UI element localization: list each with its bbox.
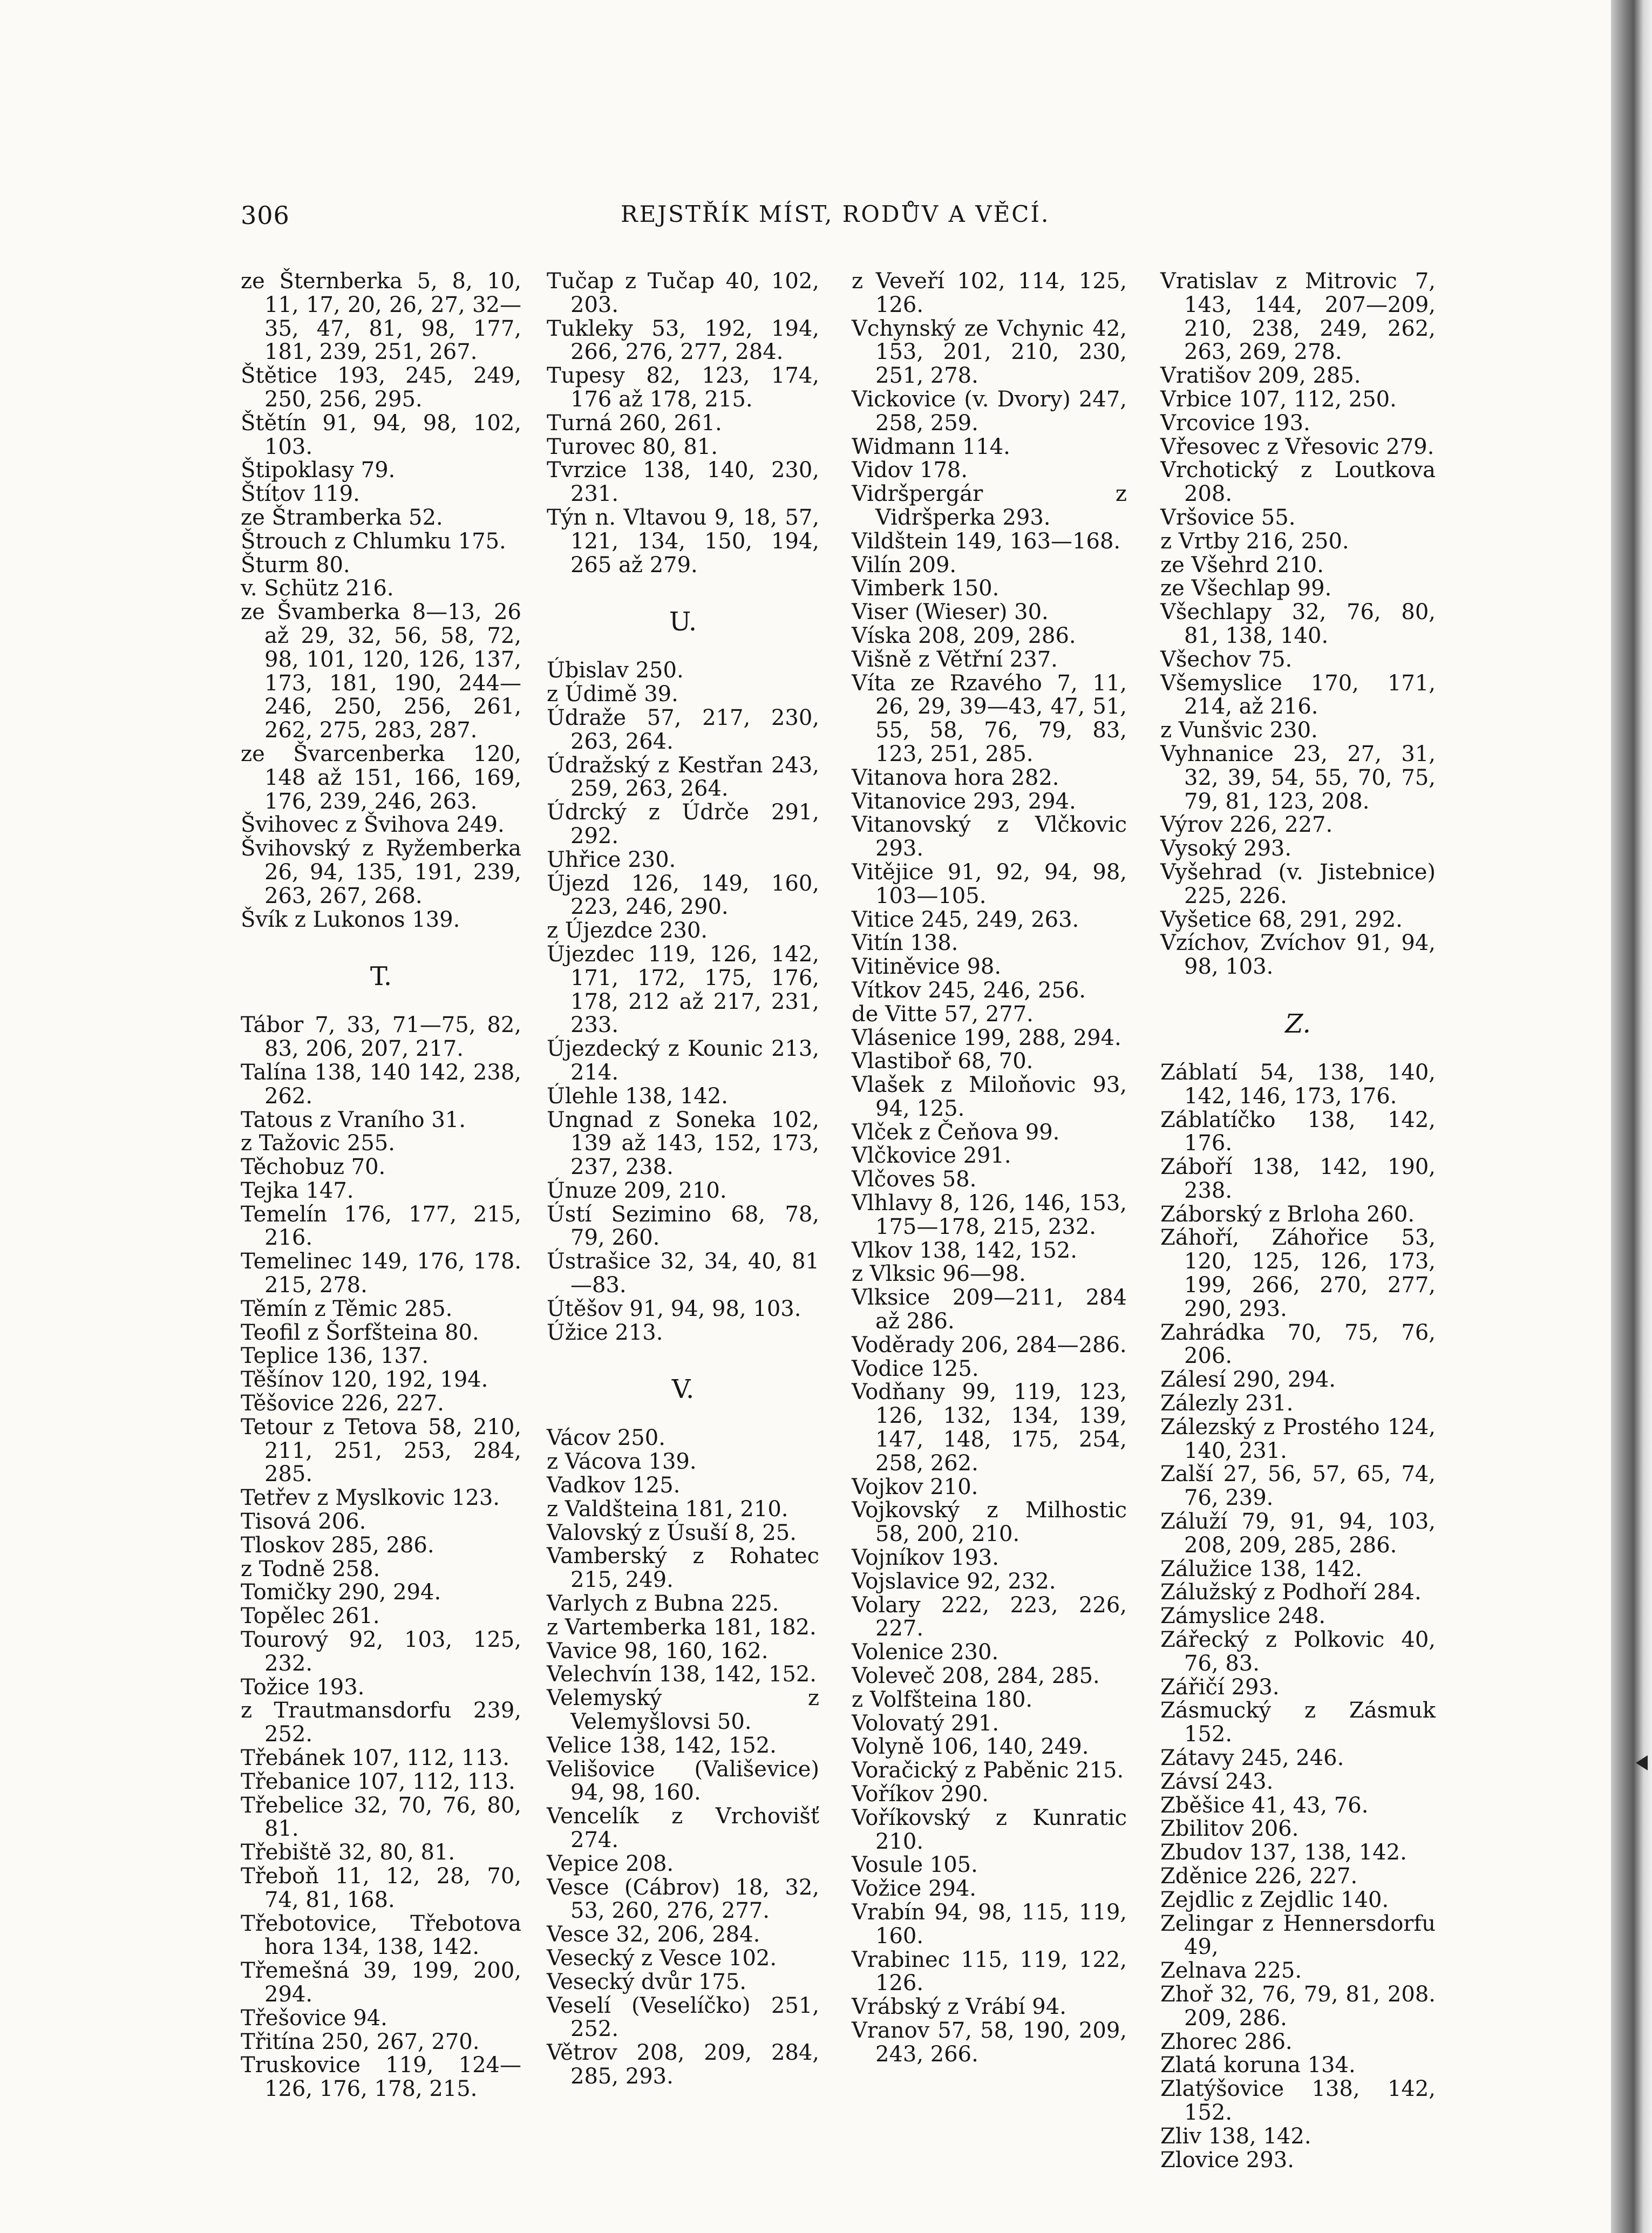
index-entry: Vitiněvice 98. bbox=[852, 954, 1002, 980]
index-entry: Voračický z Paběnic 215. bbox=[852, 1758, 1124, 1783]
index-entry: Zběšice 41, 43, 76. bbox=[1160, 1793, 1369, 1818]
index-entry: Vojkov 210. bbox=[852, 1474, 978, 1499]
index-entry: Vrchotický z Loutkova 208. bbox=[1160, 458, 1436, 507]
index-entry: Ungnad z Soneka 102, 139 až 143, 152, 173, 237, 238. bbox=[547, 1107, 819, 1180]
book-gutter-edge bbox=[1611, 0, 1652, 2233]
index-entry: Zhoř 32, 76, 79, 81, 208. 209, 286. bbox=[1160, 1981, 1436, 2031]
index-entry: Vidršpergár z Vidršperka 293. bbox=[852, 481, 1127, 530]
index-entry: Vlastiboř 68, 70. bbox=[852, 1049, 1034, 1074]
index-entry: Štětice 193, 245, 249, 250, 256, 295. bbox=[241, 363, 521, 412]
index-entry: Tučap z Tučap 40, 102, 203. bbox=[547, 269, 819, 317]
section-heading: V. bbox=[671, 1374, 695, 1405]
section-heading: Z. bbox=[1285, 1008, 1311, 1039]
index-entry: Vitanovský z Vlčkovic 293. bbox=[852, 812, 1127, 861]
index-entry: Těmín z Těmic 285. bbox=[241, 1296, 453, 1321]
index-entry: z Valdšteina 181, 210. bbox=[547, 1496, 788, 1522]
index-entry: Velišovice (Vališevice) 94, 98, 160. bbox=[547, 1756, 819, 1806]
index-entry: Třešovice 94. bbox=[241, 2005, 387, 2031]
index-entry: Úlehle 138, 142. bbox=[547, 1083, 728, 1109]
index-entry: Třeboň 11, 12, 28, 70, 74, 81, 168. bbox=[241, 1864, 521, 1912]
index-entry: Vyšehrad (v. Jistebnice) 225, 226. bbox=[1160, 859, 1436, 908]
index-entry: Vidov 178. bbox=[852, 458, 968, 483]
index-entry: Zelingar z Hennersdorfu 49, bbox=[1160, 1911, 1436, 1960]
index-entry: ze Štramberka 52. bbox=[241, 505, 443, 530]
page-edge-marker-icon bbox=[1636, 1755, 1648, 1770]
index-entry: Teofil z Šorfšteina 80. bbox=[241, 1320, 479, 1345]
index-entry: Voříkovský z Kunratic 210. bbox=[852, 1805, 1127, 1854]
index-entry: Údrcký z Údrče 291, 292. bbox=[547, 800, 819, 849]
index-entry: Všechov 75. bbox=[1160, 647, 1293, 672]
index-entry: Topělec 261. bbox=[241, 1604, 380, 1629]
index-entry: Zalší 27, 56, 57, 65, 74, 76, 239. bbox=[1160, 1462, 1436, 1511]
index-entry: Třebánek 107, 112, 113. bbox=[241, 1746, 509, 1771]
index-entry: Třitína 250, 267, 270. bbox=[241, 2029, 480, 2054]
index-entry: ze Švamberka 8—13, 26 až 29, 32, 56, 58, 72, 98, 101, 120, 126, 137, 173, 181, 190, 244—246, 250, 256, 261, 262, 275, 283, 287. bbox=[241, 600, 521, 743]
index-entry: z Vácova 139. bbox=[547, 1449, 697, 1475]
index-entry: Vesecký z Vesce 102. bbox=[547, 1946, 777, 1971]
index-entry: Veselí (Veselíčko) 251, 252. bbox=[547, 1993, 819, 2042]
index-entry: Víska 208, 209, 286. bbox=[852, 623, 1076, 648]
index-entry: Volenice 230. bbox=[852, 1640, 999, 1665]
index-entry: Tourový 92, 103, 125, 232. bbox=[241, 1627, 521, 1676]
index-entry: Vilín 209. bbox=[852, 552, 957, 578]
index-entry: ze Šternberka 5, 8, 10, 11, 17, 20, 26, 27, 32—35, 47, 81, 98, 177, 181, 239, 251, 267. bbox=[241, 269, 521, 365]
index-entry: Záborský z Brloha 260. bbox=[1160, 1202, 1415, 1227]
index-entry: z Veveří 102, 114, 125, 126. bbox=[852, 269, 1127, 317]
index-entry: Zátavy 245, 246. bbox=[1160, 1746, 1344, 1771]
index-entry: Těšínov 120, 192, 194. bbox=[241, 1367, 488, 1393]
index-entry: Úžice 213. bbox=[547, 1320, 663, 1345]
index-entry: Uhřice 230. bbox=[547, 847, 676, 872]
index-entry: Vitanova hora 282. bbox=[852, 765, 1059, 790]
index-entry: ze Všehrd 210. bbox=[1160, 552, 1324, 578]
index-entry: z Trautmansdorfu 239, 252. bbox=[241, 1698, 521, 1747]
index-entry: Zahrádka 70, 75, 76, 206. bbox=[1160, 1320, 1436, 1369]
index-entry: Zděnice 226, 227. bbox=[1160, 1864, 1358, 1889]
index-entry: Tetour z Tetova 58, 210, 211, 251, 253, 284, 285. bbox=[241, 1414, 521, 1487]
index-entry: Vlhlavy 8, 126, 146, 153, 175—178, 215, 232. bbox=[852, 1191, 1127, 1239]
index-entry: Velemyský z Velemyšlovsi 50. bbox=[547, 1686, 819, 1735]
index-entry: Vítkov 245, 246, 256. bbox=[852, 978, 1086, 1003]
index-entry: Temelinec 149, 176, 178. 215, 278. bbox=[241, 1249, 521, 1298]
index-entry: Újezdec 119, 126, 142, 171, 172, 175, 176, 178, 212 až 217, 231, 233. bbox=[547, 941, 819, 1038]
index-entry: v. Schütz 216. bbox=[241, 576, 394, 601]
index-entry: Volyně 106, 140, 249. bbox=[852, 1734, 1089, 1760]
index-entry: Vlkov 138, 142, 152. bbox=[852, 1238, 1077, 1263]
index-entry: Štipoklasy 79. bbox=[241, 458, 396, 483]
index-entry: Zálesí 290, 294. bbox=[1160, 1367, 1336, 1393]
index-column-3 bbox=[852, 270, 1127, 2067]
index-entry: Zámyslice 248. bbox=[1160, 1604, 1326, 1629]
page-number: 306 bbox=[241, 201, 290, 230]
index-entry: Záhoří, Záhořice 53, 120, 125, 126, 173, 199, 266, 270, 277, 290, 293. bbox=[1160, 1225, 1436, 1321]
index-entry: Talína 138, 140 142, 238, 262. bbox=[241, 1060, 521, 1109]
index-entry: Třebiště 32, 80, 81. bbox=[241, 1840, 456, 1865]
index-entry: Záblatí 54, 138, 140, 142, 146, 173, 176. bbox=[1160, 1060, 1436, 1109]
index-entry: Vrcovice 193. bbox=[1160, 410, 1310, 436]
index-entry: ze Švarcenberka 120, 148 až 151, 166, 169, 176, 239, 246, 263. bbox=[241, 741, 521, 814]
index-entry: Vyšetice 68, 291, 292. bbox=[1160, 907, 1403, 932]
index-entry: Temelín 176, 177, 215, 216. bbox=[241, 1202, 521, 1251]
index-entry: Třebelice 32, 70, 76, 80, 81. bbox=[241, 1793, 521, 1842]
index-entry: Zásmucký z Zásmuk 152. bbox=[1160, 1698, 1436, 1747]
index-entry: Zhorec 286. bbox=[1160, 2029, 1293, 2054]
index-entry: Viser (Wieser) 30. bbox=[852, 600, 1049, 625]
index-entry: Výrov 226, 227. bbox=[1160, 812, 1333, 838]
index-entry: Záboří 138, 142, 190, 238. bbox=[1160, 1155, 1436, 1203]
index-entry: Vodice 125. bbox=[852, 1356, 979, 1381]
index-entry: z Volfšteina 180. bbox=[852, 1687, 1033, 1712]
index-entry: Vratišov 209, 285. bbox=[1160, 363, 1361, 389]
index-entry: Újezd 126, 149, 160, 223, 246, 290. bbox=[547, 871, 819, 920]
index-entry: Údraže 57, 217, 230, 263, 264. bbox=[547, 705, 819, 754]
index-entry: Třemešná 39, 199, 200, 294. bbox=[241, 1958, 521, 2007]
index-column-4 bbox=[1160, 270, 1436, 2172]
index-entry: Vosule 105. bbox=[852, 1852, 978, 1878]
index-entry: Vildštein 149, 163—168. bbox=[852, 528, 1121, 554]
index-entry: Zelnava 225. bbox=[1160, 1958, 1302, 1984]
index-entry: Vitice 245, 249, 263. bbox=[852, 907, 1079, 932]
index-entry: Vitějice 91, 92, 94, 98, 103—105. bbox=[852, 859, 1127, 908]
index-entry: Vlksice 209—211, 284 až 286. bbox=[852, 1285, 1127, 1334]
index-entry: de Vitte 57, 277. bbox=[852, 1001, 1034, 1027]
index-entry: Tomičky 290, 294. bbox=[241, 1580, 441, 1605]
index-entry: Velechvín 138, 142, 152. bbox=[547, 1662, 817, 1687]
index-entry: Volovatý 291. bbox=[852, 1711, 1000, 1736]
index-entry: Vchynský ze Vchynic 42, 153, 201, 210, 230, 251, 278. bbox=[852, 316, 1127, 389]
index-entry: Švihovec z Švihova 249. bbox=[241, 812, 505, 838]
index-entry: z Vrtby 216, 250. bbox=[1160, 528, 1349, 554]
index-entry: z Todně 258. bbox=[241, 1556, 380, 1582]
index-entry: Třebanice 107, 112, 113. bbox=[241, 1769, 515, 1794]
running-head: REJSTŘÍK MÍST, RODŮV A VĚCÍ. bbox=[621, 201, 1050, 227]
section-heading: T. bbox=[370, 961, 392, 992]
index-entry: Vodňany 99, 119, 123, 126, 132, 134, 139, 147, 148, 175, 254, 258, 262. bbox=[852, 1380, 1127, 1476]
index-entry: Vácov 250. bbox=[547, 1426, 665, 1451]
index-entry: Vzíchov, Zvíchov 91, 94, 98, 103. bbox=[1160, 931, 1436, 980]
index-entry: Vesecký dvůr 175. bbox=[547, 1969, 746, 1994]
index-entry: Záluží 79, 91, 94, 103, 208, 209, 285, 286. bbox=[1160, 1509, 1436, 1558]
index-entry: Úbislav 250. bbox=[547, 658, 684, 683]
index-entry: Zliv 138, 142. bbox=[1160, 2123, 1311, 2149]
index-entry: Vojníkov 193. bbox=[852, 1545, 999, 1571]
index-entry: Zářičí 293. bbox=[1160, 1674, 1280, 1700]
index-entry: Turná 260, 261. bbox=[547, 410, 722, 436]
index-entry: ze Všechlap 99. bbox=[1160, 576, 1332, 601]
index-entry: Valovský z Úsuší 8, 25. bbox=[547, 1520, 797, 1545]
index-entry: Teplice 136, 137. bbox=[241, 1343, 429, 1369]
index-entry: Vranov 57, 58, 190, 209, 243, 266. bbox=[852, 2018, 1127, 2067]
index-entry: z Vunšvic 230. bbox=[1160, 718, 1318, 743]
index-entry: Vickovice (v. Dvory) 247, 258, 259. bbox=[852, 386, 1127, 436]
index-entry: Vršovice 55. bbox=[1160, 505, 1296, 530]
index-entry: Turovec 80, 81. bbox=[547, 434, 718, 459]
index-entry: Týn n. Vltavou 9, 18, 57, 121, 134, 150, 194, 265 až 279. bbox=[547, 505, 819, 578]
index-entry: Větrov 208, 209, 284, 285, 293. bbox=[547, 2040, 819, 2089]
index-entry: Vožice 294. bbox=[852, 1876, 977, 1902]
index-entry: Vlásenice 199, 288, 294. bbox=[852, 1025, 1121, 1050]
index-entry: Vitín 138. bbox=[852, 931, 958, 956]
index-entry: Zejdlic z Zejdlic 140. bbox=[1160, 1887, 1389, 1912]
index-entry: Vrbice 107, 112, 250. bbox=[1160, 386, 1397, 412]
index-entry: z Vartemberka 181, 182. bbox=[547, 1614, 817, 1640]
index-entry: Zlovice 293. bbox=[1160, 2147, 1294, 2173]
index-entry: Vlčoves 58. bbox=[852, 1167, 977, 1192]
index-entry: Vimberk 150. bbox=[852, 576, 1000, 601]
index-entry: Varlych z Bubna 225. bbox=[547, 1591, 779, 1617]
index-entry: Švihovský z Ryžemberka 26, 94, 135, 191, 239, 263, 267, 268. bbox=[241, 836, 521, 908]
index-entry: Zářecký z Polkovic 40, 76, 83. bbox=[1160, 1627, 1436, 1676]
index-entry: Widmann 114. bbox=[852, 434, 1010, 459]
index-entry: Šturm 80. bbox=[241, 552, 350, 578]
index-entry: Vysoký 293. bbox=[1160, 836, 1292, 861]
index-entry: Tetřev z Myslkovic 123. bbox=[241, 1485, 500, 1511]
index-entry: Tožice 193. bbox=[241, 1674, 365, 1700]
index-entry: Vrabín 94, 98, 115, 119, 160. bbox=[852, 1899, 1127, 1949]
index-entry: Voděrady 206, 284—286. bbox=[852, 1332, 1127, 1358]
index-entry: Voleveč 208, 284, 285. bbox=[852, 1664, 1100, 1689]
index-entry: Ústí Sezimino 68, 78, 79, 260. bbox=[547, 1202, 819, 1251]
index-entry: Všechlapy 32, 76, 80, 81, 138, 140. bbox=[1160, 600, 1436, 648]
index-entry: Vlček z Čeňova 99. bbox=[852, 1119, 1060, 1145]
index-entry: Záblatíčko 138, 142, 176. bbox=[1160, 1107, 1436, 1156]
index-entry: Štítov 119. bbox=[241, 481, 360, 507]
index-entry: z Vlksic 96—98. bbox=[852, 1261, 1026, 1287]
index-entry: Zálezly 231. bbox=[1160, 1391, 1294, 1416]
index-entry: z Újezdce 230. bbox=[547, 918, 708, 944]
index-entry: Volary 222, 223, 226, 227. bbox=[852, 1592, 1127, 1641]
index-column-2 bbox=[547, 270, 819, 2089]
index-entry: Vratislav z Mitrovic 7, 143, 144, 207—209, 210, 238, 249, 262, 263, 269, 278. bbox=[1160, 269, 1436, 365]
index-entry: Vrábský z Vrábí 94. bbox=[852, 1994, 1066, 2020]
index-entry: Vencelík z Vrchovišť 274. bbox=[547, 1804, 819, 1853]
index-entry: Únuze 209, 210. bbox=[547, 1178, 727, 1203]
index-entry: z Tažovic 255. bbox=[241, 1131, 395, 1156]
index-column-1 bbox=[241, 270, 521, 2101]
index-entry: Tloskov 285, 286. bbox=[241, 1532, 434, 1558]
index-entry: Vesce 32, 206, 284. bbox=[547, 1922, 760, 1947]
index-entry: Zlatá koruna 134. bbox=[1160, 2053, 1356, 2078]
index-entry: Těšovice 226, 227. bbox=[241, 1391, 444, 1416]
index-entry: Velice 138, 142, 152. bbox=[547, 1733, 777, 1758]
index-entry: Tukleky 53, 192, 194, 266, 276, 277, 284. bbox=[547, 316, 819, 365]
index-entry: Všemyslice 170, 171, 214, až 216. bbox=[1160, 670, 1436, 720]
index-entry: Vepice 208. bbox=[547, 1851, 674, 1876]
index-entry: Vlčkovice 291. bbox=[852, 1143, 1011, 1169]
index-entry: Vojkovský z Milhostic 58, 200, 210. bbox=[852, 1498, 1127, 1547]
index-entry: Vyhnanice 23, 27, 31, 32, 39, 54, 55, 70, 75, 79, 81, 123, 208. bbox=[1160, 741, 1436, 814]
index-entry: Višně z Větřní 237. bbox=[852, 647, 1058, 672]
index-entry: Tábor 7, 33, 71—75, 82, 83, 206, 207, 217. bbox=[241, 1013, 521, 1062]
index-entry: Třebotovice, Třebotova hora 134, 138, 142. bbox=[241, 1911, 521, 1960]
index-entry: Tejka 147. bbox=[241, 1178, 354, 1203]
index-entry: Zbudov 137, 138, 142. bbox=[1160, 1840, 1407, 1865]
index-entry: Tupesy 82, 123, 174, 176 až 178, 215. bbox=[547, 363, 819, 412]
index-entry: Vlašek z Miloňovic 93, 94, 125. bbox=[852, 1073, 1127, 1121]
index-entry: Vadkov 125. bbox=[547, 1473, 681, 1498]
index-entry: Zálužice 138, 142. bbox=[1160, 1556, 1362, 1582]
index-entry: Vojslavice 92, 232. bbox=[852, 1569, 1056, 1594]
index-entry: Víta ze Rzavého 7, 11, 26, 29, 39—43, 47, 51, 55, 58, 76, 79, 83, 123, 251, 285. bbox=[852, 670, 1127, 766]
index-entry: Újezdecký z Kounic 213, 214. bbox=[547, 1036, 819, 1085]
index-entry: Útěšov 91, 94, 98, 103. bbox=[547, 1296, 801, 1321]
index-entry: Tisová 206. bbox=[241, 1509, 366, 1535]
index-entry: Tatous z Vraního 31. bbox=[241, 1107, 466, 1132]
index-entry: Závsí 243. bbox=[1160, 1769, 1274, 1794]
index-entry: z Údimě 39. bbox=[547, 682, 678, 707]
index-entry: Vamberský z Rohatec 215, 249. bbox=[547, 1544, 819, 1593]
index-entry: Vavice 98, 160, 162. bbox=[547, 1638, 769, 1664]
index-entry: Zálezský z Prostého 124, 140, 231. bbox=[1160, 1414, 1436, 1463]
index-entry: Švík z Lukonos 139. bbox=[241, 907, 460, 932]
index-entry: Vitanovice 293, 294. bbox=[852, 789, 1076, 814]
index-entry: Vrabinec 115, 119, 122, 126. bbox=[852, 1947, 1127, 1996]
index-entry: Voříkov 290. bbox=[852, 1782, 989, 1807]
index-entry: Štětín 91, 94, 98, 102, 103. bbox=[241, 410, 521, 459]
section-heading: U. bbox=[669, 607, 697, 637]
index-entry: Vesce (Cábrov) 18, 32, 53, 260, 276, 277. bbox=[547, 1875, 819, 1924]
index-entry: Štrouch z Chlumku 175. bbox=[241, 528, 506, 554]
index-entry: Ústrašice 32, 34, 40, 81—83. bbox=[547, 1249, 819, 1298]
index-entry: Zbilitov 206. bbox=[1160, 1816, 1299, 1842]
index-entry: Truskovice 119, 124—126, 176, 178, 215. bbox=[241, 2053, 521, 2102]
index-entry: Vřesovec z Vřesovic 279. bbox=[1160, 434, 1435, 459]
index-entry: Zlatýšovice 138, 142, 152. bbox=[1160, 2076, 1436, 2125]
index-entry: Těchobuz 70. bbox=[241, 1155, 386, 1180]
index-entry: Údražský z Kestřan 243, 259, 263, 264. bbox=[547, 752, 819, 802]
index-entry: Zálužský z Podhoří 284. bbox=[1160, 1580, 1422, 1605]
index-entry: Tvrzice 138, 140, 230, 231. bbox=[547, 458, 819, 507]
